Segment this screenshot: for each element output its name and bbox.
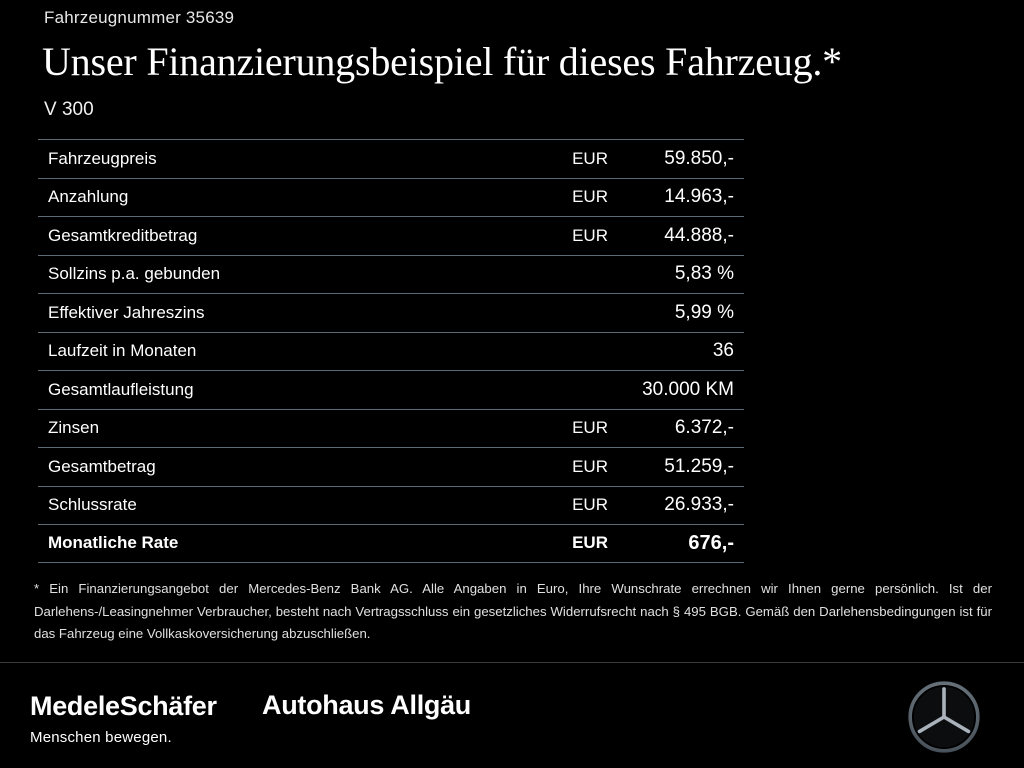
row-value: 14.963,- [664, 186, 734, 208]
footer [0, 663, 1024, 768]
table-row [38, 370, 744, 409]
row-currency: EUR [572, 495, 608, 515]
table-row [38, 332, 744, 371]
financing-table [38, 139, 744, 563]
row-value: 5,99 % [674, 301, 734, 323]
row-label: Monatliche Rate [48, 533, 179, 553]
row-currency: EUR [572, 225, 608, 245]
row-label: Fahrzeugpreis [48, 148, 157, 168]
row-value: 676,- [688, 531, 734, 554]
table-row [38, 178, 744, 217]
row-label: Laufzeit in Monaten [48, 341, 197, 361]
dealer-logo-medeleschaefer [30, 691, 217, 746]
table-row [38, 293, 744, 332]
legal-disclaimer: * Ein Finanzierungsangebot der Mercedes-Benz Bank AG. Alle Angaben in Euro, Ihre Wunschrate errechnen wir Ihnen gerne persönlich. Ist der Darlehens-/Leasingnehmer Verbraucher, besteht nach Vertragsschluss ein gesetzliches Widerrufsrecht nach § 495 BGB. Gemäß den Darlehensbedingungen ist für das Fahrzeug eine Vollkaskoversicherung abzuschließen. [34, 581, 992, 642]
row-currency: EUR [572, 456, 608, 476]
row-label: Anzahlung [48, 187, 129, 207]
row-currency: EUR [572, 148, 608, 168]
row-currency: EUR [572, 533, 608, 553]
dealer-name: MedeleSchäfer [30, 691, 217, 721]
page-title: Unser Finanzierungsbeispiel für dieses Fahrzeug.* [42, 39, 842, 84]
vehicle-model: V 300 [44, 99, 94, 120]
table-row [38, 409, 744, 448]
row-label: Zinsen [48, 418, 100, 438]
dealer-tagline: Menschen bewegen. [30, 729, 172, 746]
dealer-name-autohaus-allgaeu: Autohaus Allgäu [262, 690, 471, 720]
row-value: 5,83 % [674, 263, 734, 285]
row-label: Gesamtbetrag [48, 456, 156, 476]
row-value: 51.259,- [664, 455, 734, 477]
mercedes-star-icon [908, 681, 980, 753]
row-label: Schlussrate [48, 495, 137, 515]
table-row [38, 255, 744, 294]
row-label: Sollzins p.a. gebunden [48, 264, 221, 284]
row-label: Gesamtlaufleistung [48, 379, 194, 399]
table-row [38, 216, 744, 255]
table-row-monthly-rate [38, 524, 744, 563]
row-label: Gesamtkreditbetrag [48, 225, 198, 245]
row-value: 26.933,- [664, 494, 734, 516]
row-label: Effektiver Jahreszins [48, 302, 205, 322]
table-row [38, 447, 744, 486]
table-row [38, 139, 744, 178]
vehicle-number: Fahrzeugnummer 35639 [44, 8, 235, 27]
row-value: 30.000 KM [642, 378, 734, 400]
row-currency: EUR [572, 187, 608, 207]
row-value: 6.372,- [674, 417, 734, 439]
row-value: 44.888,- [664, 224, 734, 246]
row-currency: EUR [572, 418, 608, 438]
row-value: 59.850,- [664, 147, 734, 169]
row-value: 36 [712, 340, 734, 362]
table-row [38, 486, 744, 525]
